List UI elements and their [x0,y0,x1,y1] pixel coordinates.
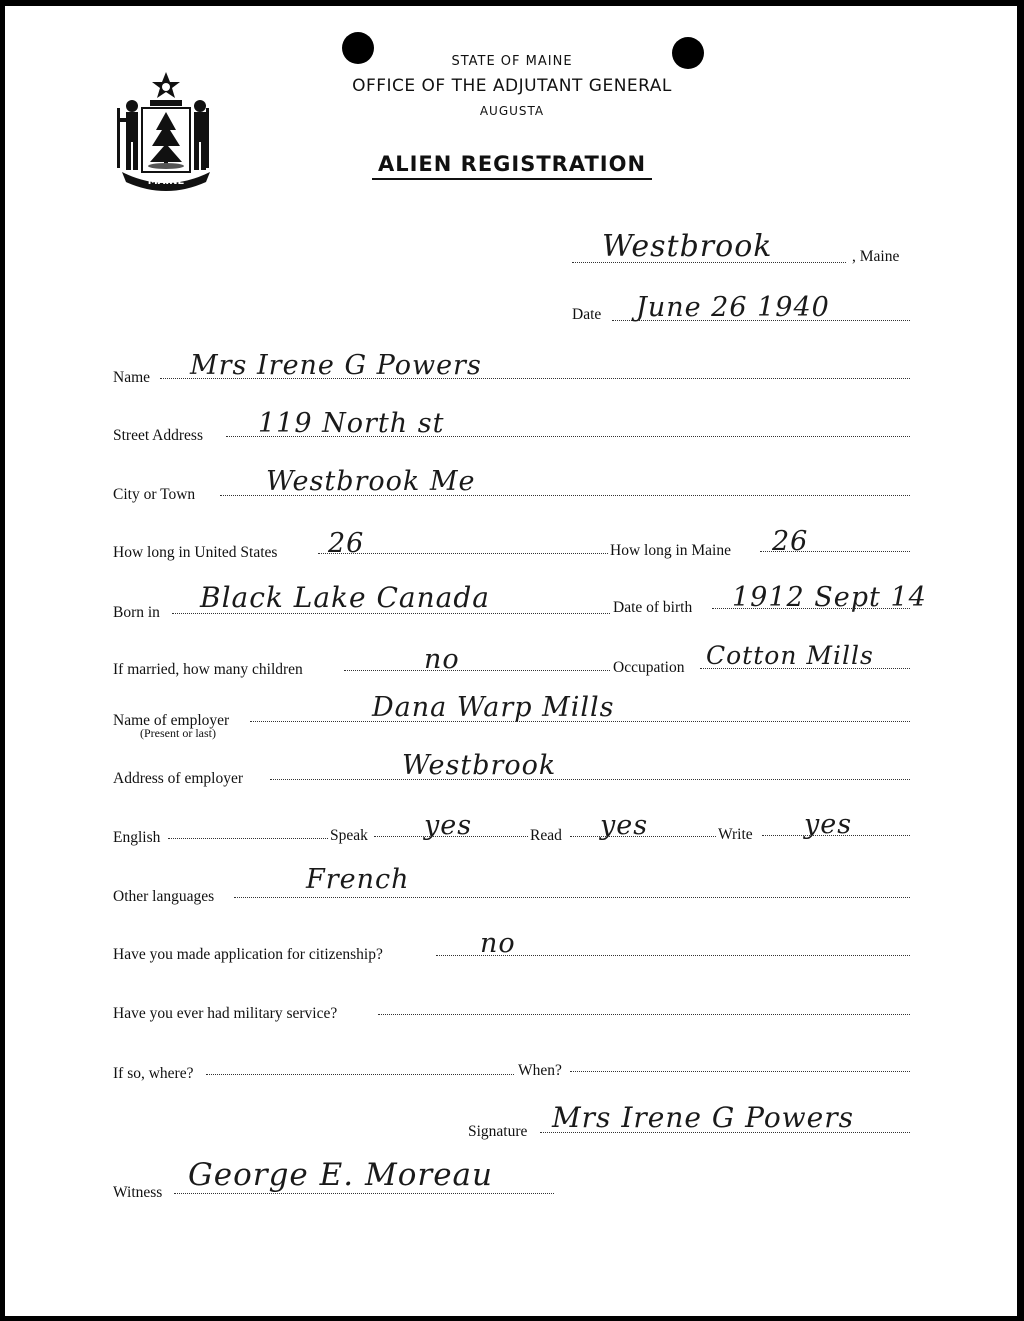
occupation-value: Cotton Mills [706,641,874,670]
children-label: If married, how many children [113,661,303,678]
citizenship-value: no [480,928,516,959]
title-underline [372,178,652,180]
date-value: June 26 1940 [636,292,830,323]
citizenship-label: Have you made application for citizenship? [113,946,383,963]
when-line [570,1071,910,1072]
town-value: Westbrook [602,229,773,264]
how-long-us-label: How long in United States [113,544,278,561]
write-label: Write [718,826,753,843]
other-languages-line [234,897,910,898]
scan-border-bottom [0,1316,1024,1321]
scan-border-left [0,0,5,1321]
city-label: City or Town [113,486,196,503]
witness-label: Witness [113,1184,163,1201]
how-long-maine-value: 26 [772,526,809,557]
other-languages-value: French [306,864,410,895]
write-value: yes [804,809,853,840]
speak-value: yes [424,810,473,841]
date-label: Date [572,306,602,323]
read-label: Read [530,827,562,844]
scan-border-right [1017,0,1024,1321]
military-line [378,1014,910,1015]
how-long-us-value: 26 [328,528,365,559]
city-heading: AUGUSTA [479,104,545,118]
seal-banner-text: MAINE [147,176,185,187]
employer-sublabel: (Present or last) [140,726,216,740]
employer-value: Dana Warp Mills [372,692,615,723]
employer-address-line [270,779,910,780]
where-line [206,1074,514,1075]
when-label: When? [518,1062,562,1079]
street-value: 119 North st [258,408,445,439]
occupation-label: Occupation [613,659,685,676]
other-languages-label: Other languages [113,888,215,905]
name-value: Mrs Irene G Powers [190,350,482,381]
date-of-birth-value: 1912 Sept 14 [732,582,927,613]
employer-address-label: Address of employer [113,770,243,787]
english-label: English [113,829,161,846]
state-heading: STATE OF MAINE [451,54,573,69]
signature-value: Mrs Irene G Powers [552,1101,854,1134]
witness-line [174,1193,554,1194]
name-label: Name [113,369,151,386]
scan-border-top [0,0,1024,6]
born-in-value: Black Lake Canada [200,581,490,614]
signature-label: Signature [468,1123,528,1140]
read-value: yes [600,810,649,841]
speak-label: Speak [330,827,368,844]
english-line [168,838,328,839]
maine-label: , Maine [852,248,900,265]
children-value: no [424,644,460,675]
born-in-label: Born in [113,604,160,621]
military-label: Have you ever had military service? [113,1005,338,1022]
city-value: Westbrook Me [266,466,476,497]
employer-label: Name of employer [113,712,230,729]
where-label: If so, where? [113,1065,194,1082]
form-title: ALIEN REGISTRATION [377,152,647,176]
office-heading: OFFICE OF THE ADJUTANT GENERAL [352,76,672,96]
how-long-maine-label: How long in Maine [610,542,731,559]
street-label: Street Address [113,427,203,444]
date-of-birth-label: Date of birth [613,599,693,616]
witness-value: George E. Moreau [188,1157,493,1193]
employer-address-value: Westbrook [402,750,557,781]
children-line [344,670,610,671]
